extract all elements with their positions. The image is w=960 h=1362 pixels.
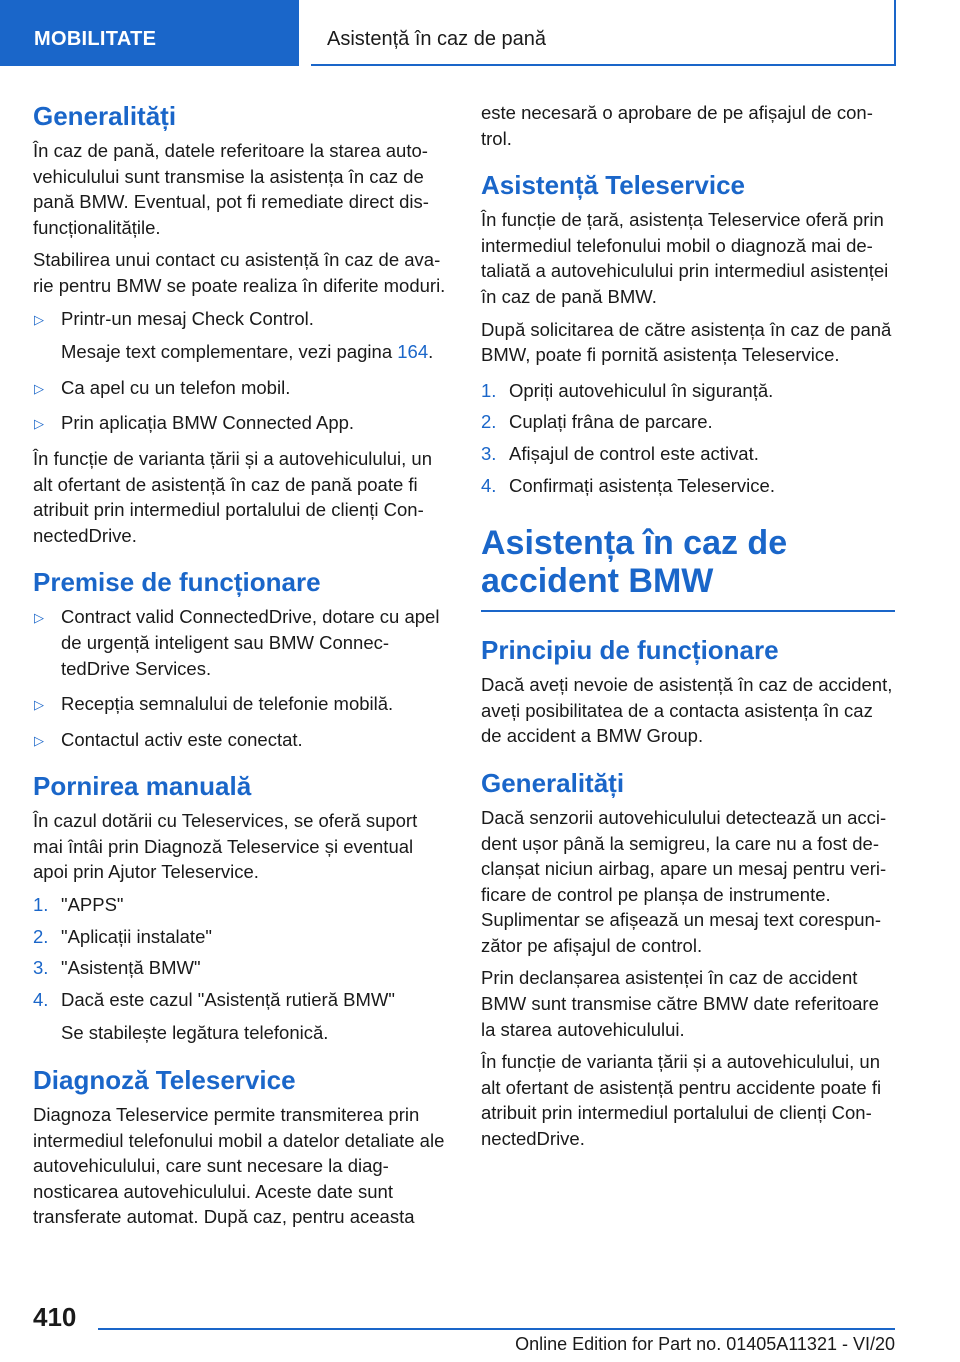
- paragraph: Stabilirea unui contact cu asistență în caz de avarie pentru BMW se poate realiza în diferite moduri.: [33, 249, 446, 296]
- step-number: 1.: [33, 894, 49, 916]
- paragraph: În caz de pană, datele referitoare la starea autovehiculului sunt transmise la asistența în caz de pană BMW. Eventual, pot fi remediate direct disfuncționalitățile.: [33, 140, 429, 238]
- heading-general: Generalități: [33, 101, 177, 131]
- paragraph: În funcție de țară, asistența Teleservice oferă prin intermediul telefonului mobil o diagnoză mai detaliată a autovehiculului prin intermediul asistenței în caz de pană BMW.: [481, 209, 889, 307]
- step-number: 3.: [481, 442, 497, 464]
- heading-general: Generalități: [481, 767, 625, 798]
- header-section-label: MOBILITATE: [34, 28, 157, 50]
- paragraph: este necesară o aprobare de pe afișajul de control.: [481, 102, 873, 149]
- list-item: ▷ Contactul activ este conectat.: [33, 727, 449, 753]
- triangle-bullet-icon: ▷: [34, 697, 44, 713]
- triangle-bullet-icon: ▷: [34, 416, 44, 432]
- step-item: 1. Opriți autovehiculul în siguranță.: [481, 378, 895, 404]
- paragraph: Prin declanșarea asistenței în caz de accident BMW sunt transmise către BMW date referitoare la starea autovehiculului.: [481, 967, 879, 1040]
- paragraph: În funcție de varianta țării și a autovehiculului, un alt ofertant de asistență în caz de pană poate fi atribuit prin intermediul portalului de clienți ConnectedDrive.: [33, 447, 433, 546]
- triangle-bullet-icon: ▷: [34, 311, 44, 327]
- step-item: 2. "Aplicații instalate": [33, 924, 449, 950]
- header-section-tab: [0, 0, 299, 66]
- heading-accident-assistance: Asistența în caz de accident BMW: [481, 524, 895, 612]
- step-number: 3.: [33, 957, 49, 979]
- heading-teleservice: Asistență Teleservice: [481, 170, 745, 201]
- list-item: ▷ Prin aplicația BMW Connected App.: [33, 410, 449, 436]
- step-number: 2.: [481, 411, 497, 433]
- manual-steps-list: [33, 892, 449, 1046]
- list-item: ▷ Printr-un mesaj Check Control. Mesaje text complementare, vezi pagina 164.: [33, 306, 449, 365]
- step-number: 1.: [481, 379, 497, 401]
- heading-premise: Premise de funcționare: [33, 567, 321, 598]
- heading-manual-start: Pornirea manuală: [33, 771, 252, 802]
- step-item: 2. Cuplați frâna de parcare.: [481, 409, 895, 435]
- heading-principle: Principiu de funcționare: [481, 635, 779, 666]
- step-item: 4. Confirmați asistența Teleservice.: [481, 473, 895, 499]
- requirements-list: [33, 604, 449, 752]
- paragraph: Dacă senzorii autovehiculului detectează un accident ușor până la semigreu, la care nu a fost declanșat niciun airbag, apare un mesaj pentru verificare de control pe planșa de instrumente. Suplimentar se afișează un mesaj text corespunzător pe afișajul de control.: [481, 806, 887, 956]
- triangle-bullet-icon: ▷: [34, 610, 44, 626]
- step-note: Se stabilește legătura telefonică.: [61, 1022, 329, 1044]
- cross-reference: Mesaje text complementare, vezi pagina 164.: [61, 341, 434, 363]
- triangle-bullet-icon: ▷: [34, 380, 44, 396]
- contact-method-list: [33, 306, 449, 436]
- footer-divider: [98, 1328, 895, 1330]
- step-item: 3. "Asistență BMW": [33, 955, 449, 981]
- paragraph: Diagnoza Teleservice permite transmiterea prin intermediul telefonului mobil a datelor detaliate ale autovehiculului, care sunt necesare la diagnosticarea autovehiculului. Aceste date sunt transferate automat. După caz, pentru aceasta: [33, 1104, 445, 1228]
- list-item: ▷ Contract valid ConnectedDrive, dotare cu apel de urgență inteligent sau BMW ConnectedDrive Services.: [34, 606, 440, 679]
- list-item: ▷ Recepția semnalului de telefonie mobilă.: [33, 691, 449, 717]
- header-chapter-box: [311, 0, 896, 66]
- step-number: 2.: [33, 925, 49, 947]
- paragraph: Dacă aveți nevoie de asistență în caz de accident, aveți posibilitatea de a contacta asistența în caz de accident a BMW Group.: [481, 674, 893, 747]
- triangle-bullet-icon: ▷: [34, 732, 44, 748]
- footer-edition: Online Edition for Part no. 01405A11321 - VI/20: [515, 1334, 895, 1354]
- list-item: ▷ Ca apel cu un telefon mobil.: [33, 375, 449, 401]
- heading-diagnosis: Diagnoză Teleservice: [33, 1065, 296, 1096]
- teleservice-steps-list: [481, 378, 895, 498]
- header-chapter-label: Asistență în caz de pană: [327, 28, 547, 50]
- left-column: [33, 100, 449, 1237]
- page-number: 410: [33, 1302, 77, 1332]
- page-link[interactable]: 164: [397, 341, 429, 363]
- step-item: 4. Dacă este cazul "Asistență rutieră BMW" Se stabilește legătura telefonică.: [33, 987, 449, 1046]
- step-item: 1. "APPS": [33, 892, 449, 918]
- step-number: 4.: [33, 988, 49, 1010]
- right-column: [481, 100, 895, 1159]
- paragraph: După solicitarea de către asistența în caz de pană BMW, poate fi pornită asistența Teleservice.: [481, 318, 892, 366]
- step-item: 3. Afișajul de control este activat.: [481, 441, 895, 467]
- paragraph: În cazul dotării cu Teleservices, se oferă suport mai întâi prin Diagnoză Teleservice și eventual apoi prin Ajutor Teleservice.: [33, 810, 418, 883]
- step-number: 4.: [481, 474, 497, 496]
- paragraph: În funcție de varianta țării și a autovehiculului, un alt ofertant de asistență pentru accidente poate fi atribuit prin intermediul portalului de clienți ConnectedDrive.: [481, 1051, 882, 1150]
